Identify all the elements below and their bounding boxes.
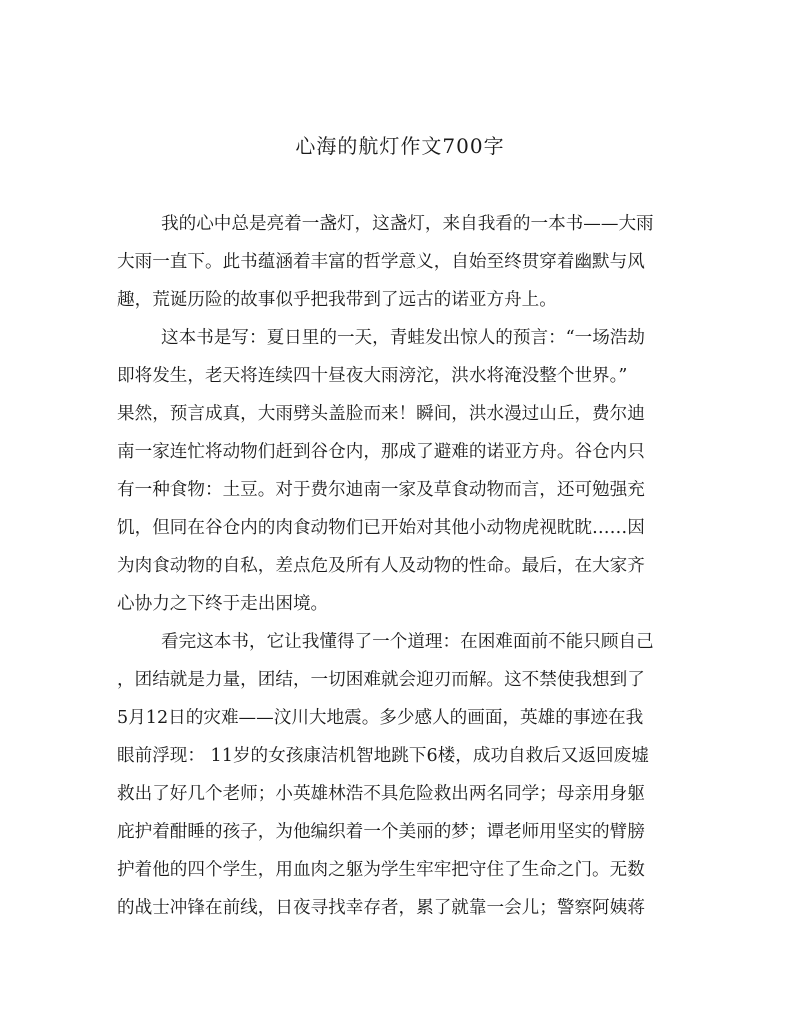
paragraph-line: ，团结就是力量，团结，一切困难就会迎刃而解。这不禁使我想到了 <box>117 670 645 690</box>
paragraph-line: 趣，荒诞历险的故事似乎把我带到了远古的诺亚方舟上。 <box>117 290 557 310</box>
paragraph-line: 有一种食物：土豆。对于费尔迪南一家及草食动物而言，还可勉强充 <box>117 480 645 500</box>
paragraph-line: 果然，预言成真，大雨劈头盖脸而来！瞬间，洪水漫过山丘，费尔迪 <box>117 404 645 424</box>
paragraph-line: 庇护着酣睡的孩子，为他编织着一个美丽的梦；谭老师用坚实的臂膀 <box>117 822 645 842</box>
paragraph-line: 眼前浮现： 11岁的女孩康洁机智地跳下6楼，成功自救后又返回废墟 <box>117 746 649 766</box>
paragraph-line: 我的心中总是亮着一盏灯，这盏灯，来自我看的一本书——大雨 <box>161 214 654 234</box>
paragraph-line: 饥，但同在谷仓内的肉食动物们已开始对其他小动物虎视眈眈……因 <box>117 518 645 538</box>
paragraph-line: 的战士冲锋在前线，日夜寻找幸存者，累了就靠一会儿；警察阿姨蒋 <box>117 898 645 918</box>
paragraph-line: 这本书是写：夏日里的一天，青蛙发出惊人的预言：“一场浩劫 <box>161 328 646 348</box>
page-title: 心海的航灯作文700字 <box>295 134 505 158</box>
paragraph-line: 南一家连忙将动物们赶到谷仓内，那成了避难的诺亚方舟。谷仓内只 <box>117 442 645 462</box>
paragraph-line: 即将发生，老天将连续四十昼夜大雨滂沱，洪水将淹没整个世界。” <box>117 366 628 386</box>
article-body <box>117 205 692 927</box>
paragraph-line: 心协力之下终于走出困境。 <box>117 594 329 614</box>
paragraph-line: 看完这本书，它让我懂得了一个道理：在困难面前不能只顾自己 <box>161 632 654 652</box>
paragraph-line: 护着他的四个学生，用血肉之躯为学生牢牢把守住了生命之门。无数 <box>117 860 645 880</box>
paragraph-line: 5月12日的灾难——汶川大地震。多少感人的画面，英雄的事迹在我 <box>117 708 644 728</box>
paragraph-line: 救出了好几个老师；小英雄林浩不具危险救出两名同学；母亲用身躯 <box>117 784 645 804</box>
paragraph-line: 为肉食动物的自私，差点危及所有人及动物的性命。最后，在大家齐 <box>117 556 645 576</box>
paragraph-line: 大雨一直下。此书蕴涵着丰富的哲学意义，自始至终贯穿着幽默与风 <box>117 252 645 272</box>
